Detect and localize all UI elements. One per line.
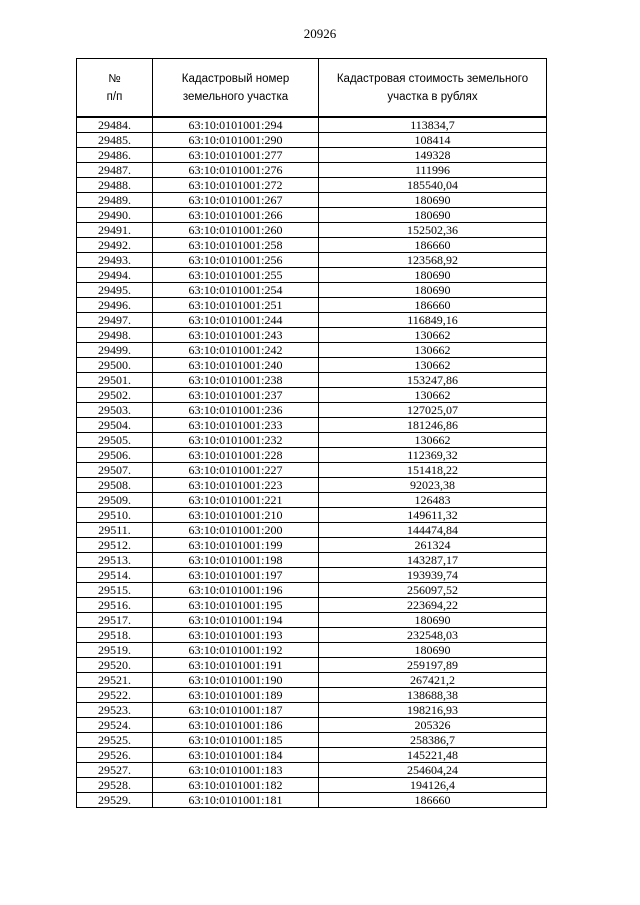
cadastral-value-cell: 92023,38 <box>319 478 547 493</box>
cadastral-number-cell: 63:10:0101001:193 <box>153 628 319 643</box>
row-number-cell: 29493. <box>77 253 153 268</box>
cadastral-value-cell: 138688,38 <box>319 688 547 703</box>
table-row <box>77 403 547 418</box>
cadastral-number-cell: 63:10:0101001:267 <box>153 193 319 208</box>
cadastral-value-cell: 113834,7 <box>319 117 547 133</box>
row-number-cell: 29488. <box>77 178 153 193</box>
cadastral-value-cell: 186660 <box>319 793 547 808</box>
cadastral-value-cell: 108414 <box>319 133 547 148</box>
cadastral-value-cell: 256097,52 <box>319 583 547 598</box>
table-row <box>77 613 547 628</box>
table-row <box>77 673 547 688</box>
table-row <box>77 358 547 373</box>
cadastral-number-cell: 63:10:0101001:233 <box>153 418 319 433</box>
table-row <box>77 328 547 343</box>
table-row <box>77 763 547 778</box>
row-number-cell: 29506. <box>77 448 153 463</box>
row-number-cell: 29486. <box>77 148 153 163</box>
table-row <box>77 148 547 163</box>
table-row <box>77 718 547 733</box>
row-number-cell: 29529. <box>77 793 153 808</box>
column-header-cadastral-number <box>153 59 319 118</box>
row-number-cell: 29508. <box>77 478 153 493</box>
row-number-cell: 29515. <box>77 583 153 598</box>
cadastral-value-cell: 205326 <box>319 718 547 733</box>
cadastral-number-cell: 63:10:0101001:290 <box>153 133 319 148</box>
cadastral-value-cell: 180690 <box>319 283 547 298</box>
table-row <box>77 568 547 583</box>
table-row <box>77 448 547 463</box>
row-number-cell: 29514. <box>77 568 153 583</box>
cadastral-value-cell: 127025,07 <box>319 403 547 418</box>
cadastral-number-cell: 63:10:0101001:189 <box>153 688 319 703</box>
cadastral-value-cell: 193939,74 <box>319 568 547 583</box>
cadastral-value-cell: 180690 <box>319 268 547 283</box>
cadastral-value-cell: 180690 <box>319 208 547 223</box>
row-number-cell: 29501. <box>77 373 153 388</box>
table-row <box>77 508 547 523</box>
cadastral-number-cell: 63:10:0101001:182 <box>153 778 319 793</box>
cadastral-value-cell: 259197,89 <box>319 658 547 673</box>
table-row <box>77 223 547 238</box>
cadastral-number-cell: 63:10:0101001:266 <box>153 208 319 223</box>
table-row <box>77 163 547 178</box>
table-row <box>77 703 547 718</box>
row-number-cell: 29500. <box>77 358 153 373</box>
table-row <box>77 553 547 568</box>
cadastral-value-cell: 130662 <box>319 433 547 448</box>
cadastral-number-cell: 63:10:0101001:195 <box>153 598 319 613</box>
cadastral-value-cell: 186660 <box>319 238 547 253</box>
cadastral-number-cell: 63:10:0101001:191 <box>153 658 319 673</box>
table-row <box>77 193 547 208</box>
cadastral-number-cell: 63:10:0101001:198 <box>153 553 319 568</box>
row-number-cell: 29487. <box>77 163 153 178</box>
cadastral-value-cell: 130662 <box>319 328 547 343</box>
cadastral-value-cell: 116849,16 <box>319 313 547 328</box>
cadastral-number-cell: 63:10:0101001:200 <box>153 523 319 538</box>
table-row <box>77 283 547 298</box>
cadastral-number-cell: 63:10:0101001:236 <box>153 403 319 418</box>
row-number-cell: 29499. <box>77 343 153 358</box>
cadastral-value-cell: 185540,04 <box>319 178 547 193</box>
cadastral-number-cell: 63:10:0101001:194 <box>153 613 319 628</box>
cadastral-number-cell: 63:10:0101001:196 <box>153 583 319 598</box>
row-number-cell: 29492. <box>77 238 153 253</box>
row-number-cell: 29519. <box>77 643 153 658</box>
row-number-cell: 29524. <box>77 718 153 733</box>
cadastral-value-cell: 261324 <box>319 538 547 553</box>
cadastral-value-cell: 130662 <box>319 388 547 403</box>
cadastral-value-cell: 111996 <box>319 163 547 178</box>
cadastral-value-cell: 144474,84 <box>319 523 547 538</box>
row-number-cell: 29485. <box>77 133 153 148</box>
cadastral-value-cell: 143287,17 <box>319 553 547 568</box>
cadastral-number-cell: 63:10:0101001:242 <box>153 343 319 358</box>
cadastral-value-cell: 254604,24 <box>319 763 547 778</box>
cadastral-value-cell: 153247,86 <box>319 373 547 388</box>
table-row <box>77 313 547 328</box>
cadastral-value-cell: 198216,93 <box>319 703 547 718</box>
row-number-cell: 29496. <box>77 298 153 313</box>
table-row <box>77 748 547 763</box>
table-row <box>77 583 547 598</box>
cadastral-number-cell: 63:10:0101001:210 <box>153 508 319 523</box>
table-row <box>77 418 547 433</box>
row-number-cell: 29507. <box>77 463 153 478</box>
cadastral-number-cell: 63:10:0101001:187 <box>153 703 319 718</box>
cadastral-table <box>76 58 547 808</box>
column-header-cadastral-value <box>319 59 547 118</box>
row-number-cell: 29504. <box>77 418 153 433</box>
cadastral-number-cell: 63:10:0101001:258 <box>153 238 319 253</box>
table-body <box>77 117 547 808</box>
row-number-cell: 29522. <box>77 688 153 703</box>
cadastral-number-cell: 63:10:0101001:232 <box>153 433 319 448</box>
cadastral-number-cell: 63:10:0101001:190 <box>153 673 319 688</box>
table-row <box>77 268 547 283</box>
cadastral-number-cell: 63:10:0101001:277 <box>153 148 319 163</box>
row-number-cell: 29513. <box>77 553 153 568</box>
cadastral-value-cell: 152502,36 <box>319 223 547 238</box>
row-number-cell: 29527. <box>77 763 153 778</box>
table-row <box>77 628 547 643</box>
table-header-row <box>77 59 547 118</box>
row-number-cell: 29490. <box>77 208 153 223</box>
cadastral-number-cell: 63:10:0101001:227 <box>153 463 319 478</box>
cadastral-number-cell: 63:10:0101001:251 <box>153 298 319 313</box>
cadastral-number-cell: 63:10:0101001:244 <box>153 313 319 328</box>
cadastral-value-cell: 149611,32 <box>319 508 547 523</box>
row-number-cell: 29502. <box>77 388 153 403</box>
cadastral-number-cell: 63:10:0101001:192 <box>153 643 319 658</box>
table-row <box>77 178 547 193</box>
table-row <box>77 388 547 403</box>
table-row <box>77 373 547 388</box>
row-number-cell: 29511. <box>77 523 153 538</box>
row-number-cell: 29505. <box>77 433 153 448</box>
table-row <box>77 478 547 493</box>
cadastral-number-cell: 63:10:0101001:185 <box>153 733 319 748</box>
table-row <box>77 343 547 358</box>
cadastral-number-cell: 63:10:0101001:260 <box>153 223 319 238</box>
cadastral-number-cell: 63:10:0101001:294 <box>153 117 319 133</box>
cadastral-number-cell: 63:10:0101001:186 <box>153 718 319 733</box>
table-row <box>77 733 547 748</box>
cadastral-number-cell: 63:10:0101001:255 <box>153 268 319 283</box>
cadastral-value-cell: 145221,48 <box>319 748 547 763</box>
cadastral-value-cell: 130662 <box>319 343 547 358</box>
cadastral-number-cell: 63:10:0101001:237 <box>153 388 319 403</box>
cadastral-number-cell: 63:10:0101001:181 <box>153 793 319 808</box>
cadastral-value-cell: 123568,92 <box>319 253 547 268</box>
cadastral-value-cell: 194126,4 <box>319 778 547 793</box>
column-header-cadastral-value-text: Кадастровая стоимость земельного участка в рублях <box>336 72 529 103</box>
row-number-cell: 29525. <box>77 733 153 748</box>
table-row <box>77 493 547 508</box>
row-number-cell: 29528. <box>77 778 153 793</box>
table-row <box>77 463 547 478</box>
table-row <box>77 238 547 253</box>
row-number-cell: 29503. <box>77 403 153 418</box>
cadastral-number-cell: 63:10:0101001:184 <box>153 748 319 763</box>
table-row <box>77 133 547 148</box>
table-row <box>77 658 547 673</box>
cadastral-value-cell: 130662 <box>319 358 547 373</box>
cadastral-value-cell: 180690 <box>319 643 547 658</box>
row-number-cell: 29520. <box>77 658 153 673</box>
cadastral-number-cell: 63:10:0101001:272 <box>153 178 319 193</box>
table-row <box>77 538 547 553</box>
row-number-cell: 29510. <box>77 508 153 523</box>
table-row <box>77 253 547 268</box>
row-number-cell: 29495. <box>77 283 153 298</box>
table-row <box>77 778 547 793</box>
cadastral-value-cell: 180690 <box>319 193 547 208</box>
cadastral-value-cell: 149328 <box>319 148 547 163</box>
cadastral-number-cell: 63:10:0101001:256 <box>153 253 319 268</box>
cadastral-number-cell: 63:10:0101001:199 <box>153 538 319 553</box>
cadastral-value-cell: 126483 <box>319 493 547 508</box>
table-row <box>77 643 547 658</box>
cadastral-value-cell: 258386,7 <box>319 733 547 748</box>
cadastral-number-cell: 63:10:0101001:276 <box>153 163 319 178</box>
cadastral-number-cell: 63:10:0101001:238 <box>153 373 319 388</box>
cadastral-number-cell: 63:10:0101001:240 <box>153 358 319 373</box>
table-row <box>77 433 547 448</box>
table-row <box>77 298 547 313</box>
row-number-cell: 29509. <box>77 493 153 508</box>
table-row <box>77 598 547 613</box>
cadastral-number-cell: 63:10:0101001:221 <box>153 493 319 508</box>
row-number-cell: 29498. <box>77 328 153 343</box>
row-number-cell: 29494. <box>77 268 153 283</box>
cadastral-value-cell: 223694,22 <box>319 598 547 613</box>
table-row <box>77 117 547 133</box>
page-number: 20926 <box>303 26 337 41</box>
cadastral-number-cell: 63:10:0101001:243 <box>153 328 319 343</box>
cadastral-value-cell: 180690 <box>319 613 547 628</box>
row-number-cell: 29491. <box>77 223 153 238</box>
table-row <box>77 688 547 703</box>
row-number-cell: 29523. <box>77 703 153 718</box>
row-number-cell: 29521. <box>77 673 153 688</box>
cadastral-number-cell: 63:10:0101001:228 <box>153 448 319 463</box>
table-row <box>77 523 547 538</box>
row-number-cell: 29516. <box>77 598 153 613</box>
table-row <box>77 208 547 223</box>
cadastral-value-cell: 267421,2 <box>319 673 547 688</box>
column-header-number <box>77 59 153 118</box>
row-number-cell: 29517. <box>77 613 153 628</box>
cadastral-value-cell: 151418,22 <box>319 463 547 478</box>
cadastral-value-cell: 112369,32 <box>319 448 547 463</box>
row-number-cell: 29489. <box>77 193 153 208</box>
column-header-number-text: № п/п <box>106 72 123 103</box>
table-row <box>77 793 547 808</box>
cadastral-number-cell: 63:10:0101001:223 <box>153 478 319 493</box>
cadastral-value-cell: 181246,86 <box>319 418 547 433</box>
cadastral-number-cell: 63:10:0101001:254 <box>153 283 319 298</box>
cadastral-value-cell: 186660 <box>319 298 547 313</box>
cadastral-value-cell: 232548,03 <box>319 628 547 643</box>
column-header-cadastral-number-text: Кадастровый номер земельного участка <box>181 72 290 103</box>
cadastral-number-cell: 63:10:0101001:183 <box>153 763 319 778</box>
row-number-cell: 29484. <box>77 117 153 133</box>
row-number-cell: 29512. <box>77 538 153 553</box>
cadastral-number-cell: 63:10:0101001:197 <box>153 568 319 583</box>
row-number-cell: 29497. <box>77 313 153 328</box>
row-number-cell: 29526. <box>77 748 153 763</box>
row-number-cell: 29518. <box>77 628 153 643</box>
